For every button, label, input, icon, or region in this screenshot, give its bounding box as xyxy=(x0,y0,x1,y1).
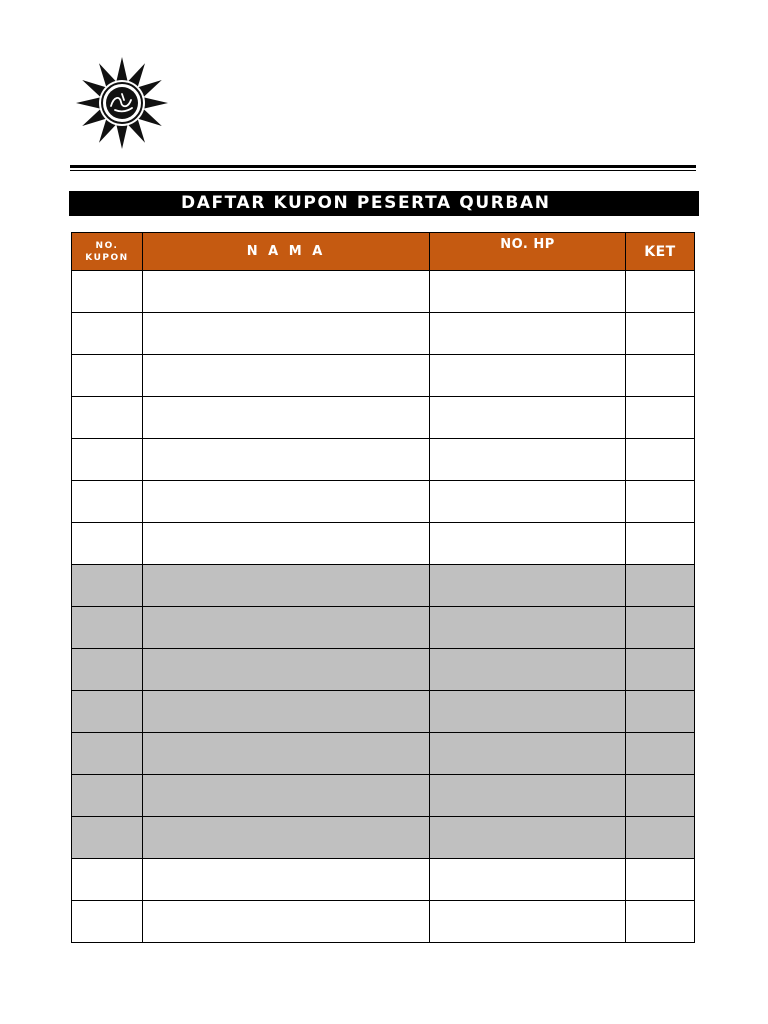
cell-nama[interactable] xyxy=(143,565,430,607)
cell-ket[interactable] xyxy=(626,607,695,649)
cell-no-hp[interactable] xyxy=(430,397,626,439)
cell-no-hp[interactable] xyxy=(430,649,626,691)
column-header-no-kupon-line2: KUPON xyxy=(85,252,129,263)
cell-no-kupon[interactable] xyxy=(72,775,143,817)
cell-ket[interactable] xyxy=(626,523,695,565)
table-row xyxy=(72,523,695,565)
cell-nama[interactable] xyxy=(143,271,430,313)
cell-nama[interactable] xyxy=(143,355,430,397)
table-row xyxy=(72,565,695,607)
table-row xyxy=(72,775,695,817)
cell-no-hp[interactable] xyxy=(430,775,626,817)
cell-nama[interactable] xyxy=(143,649,430,691)
cell-ket[interactable] xyxy=(626,691,695,733)
cell-ket[interactable] xyxy=(626,565,695,607)
cell-no-kupon[interactable] xyxy=(72,901,143,943)
cell-ket[interactable] xyxy=(626,481,695,523)
table-row xyxy=(72,355,695,397)
table-row xyxy=(72,481,695,523)
cell-ket[interactable] xyxy=(626,733,695,775)
cell-no-hp[interactable] xyxy=(430,817,626,859)
cell-ket[interactable] xyxy=(626,901,695,943)
cell-nama[interactable] xyxy=(143,523,430,565)
cell-no-hp[interactable] xyxy=(430,271,626,313)
cell-ket[interactable] xyxy=(626,355,695,397)
cell-no-kupon[interactable] xyxy=(72,649,143,691)
table-header-row xyxy=(72,233,695,271)
cell-no-kupon[interactable] xyxy=(72,565,143,607)
column-header-no-kupon-line1: NO. xyxy=(95,240,119,251)
cell-nama[interactable] xyxy=(143,397,430,439)
cell-ket[interactable] xyxy=(626,817,695,859)
cell-no-kupon[interactable] xyxy=(72,355,143,397)
cell-nama[interactable] xyxy=(143,901,430,943)
column-header-nama: N A M A xyxy=(143,233,430,271)
cell-no-hp[interactable] xyxy=(430,439,626,481)
cell-no-hp[interactable] xyxy=(430,859,626,901)
cell-ket[interactable] xyxy=(626,439,695,481)
cell-no-kupon[interactable] xyxy=(72,859,143,901)
page-title: DAFTAR KUPON PESERTA QURBAN xyxy=(69,191,699,216)
cell-no-hp[interactable] xyxy=(430,523,626,565)
column-header-ket: KET xyxy=(626,233,695,271)
cell-no-kupon[interactable] xyxy=(72,439,143,481)
cell-no-hp[interactable] xyxy=(430,733,626,775)
cell-no-hp[interactable] xyxy=(430,313,626,355)
table-row xyxy=(72,691,695,733)
cell-nama[interactable] xyxy=(143,481,430,523)
header-rule-thin xyxy=(70,170,696,171)
table-row xyxy=(72,607,695,649)
kupon-table xyxy=(71,232,695,943)
cell-nama[interactable] xyxy=(143,439,430,481)
cell-no-kupon[interactable] xyxy=(72,691,143,733)
cell-no-kupon[interactable] xyxy=(72,817,143,859)
cell-ket[interactable] xyxy=(626,775,695,817)
cell-no-hp[interactable] xyxy=(430,607,626,649)
cell-no-kupon[interactable] xyxy=(72,733,143,775)
table-row xyxy=(72,859,695,901)
cell-nama[interactable] xyxy=(143,691,430,733)
table-row xyxy=(72,649,695,691)
cell-nama[interactable] xyxy=(143,607,430,649)
cell-no-kupon[interactable] xyxy=(72,271,143,313)
table-row xyxy=(72,733,695,775)
cell-no-kupon[interactable] xyxy=(72,481,143,523)
cell-nama[interactable] xyxy=(143,313,430,355)
cell-nama[interactable] xyxy=(143,859,430,901)
cell-nama[interactable] xyxy=(143,817,430,859)
cell-no-hp[interactable] xyxy=(430,691,626,733)
column-header-no-kupon xyxy=(72,233,143,271)
table-row xyxy=(72,313,695,355)
table-row xyxy=(72,397,695,439)
column-header-no-hp: NO. HP xyxy=(430,233,626,271)
table-row xyxy=(72,901,695,943)
cell-ket[interactable] xyxy=(626,859,695,901)
cell-no-hp[interactable] xyxy=(430,565,626,607)
cell-no-kupon[interactable] xyxy=(72,313,143,355)
table-row xyxy=(72,439,695,481)
cell-ket[interactable] xyxy=(626,271,695,313)
header-rule-thick xyxy=(70,165,696,168)
cell-no-hp[interactable] xyxy=(430,481,626,523)
cell-nama[interactable] xyxy=(143,733,430,775)
cell-ket[interactable] xyxy=(626,649,695,691)
cell-no-kupon[interactable] xyxy=(72,523,143,565)
cell-no-hp[interactable] xyxy=(430,901,626,943)
muhammadiyah-sun-emblem-icon xyxy=(70,56,174,150)
cell-no-kupon[interactable] xyxy=(72,607,143,649)
cell-nama[interactable] xyxy=(143,775,430,817)
cell-ket[interactable] xyxy=(626,397,695,439)
cell-ket[interactable] xyxy=(626,313,695,355)
cell-no-kupon[interactable] xyxy=(72,397,143,439)
table-row xyxy=(72,271,695,313)
cell-no-hp[interactable] xyxy=(430,355,626,397)
table-row xyxy=(72,817,695,859)
